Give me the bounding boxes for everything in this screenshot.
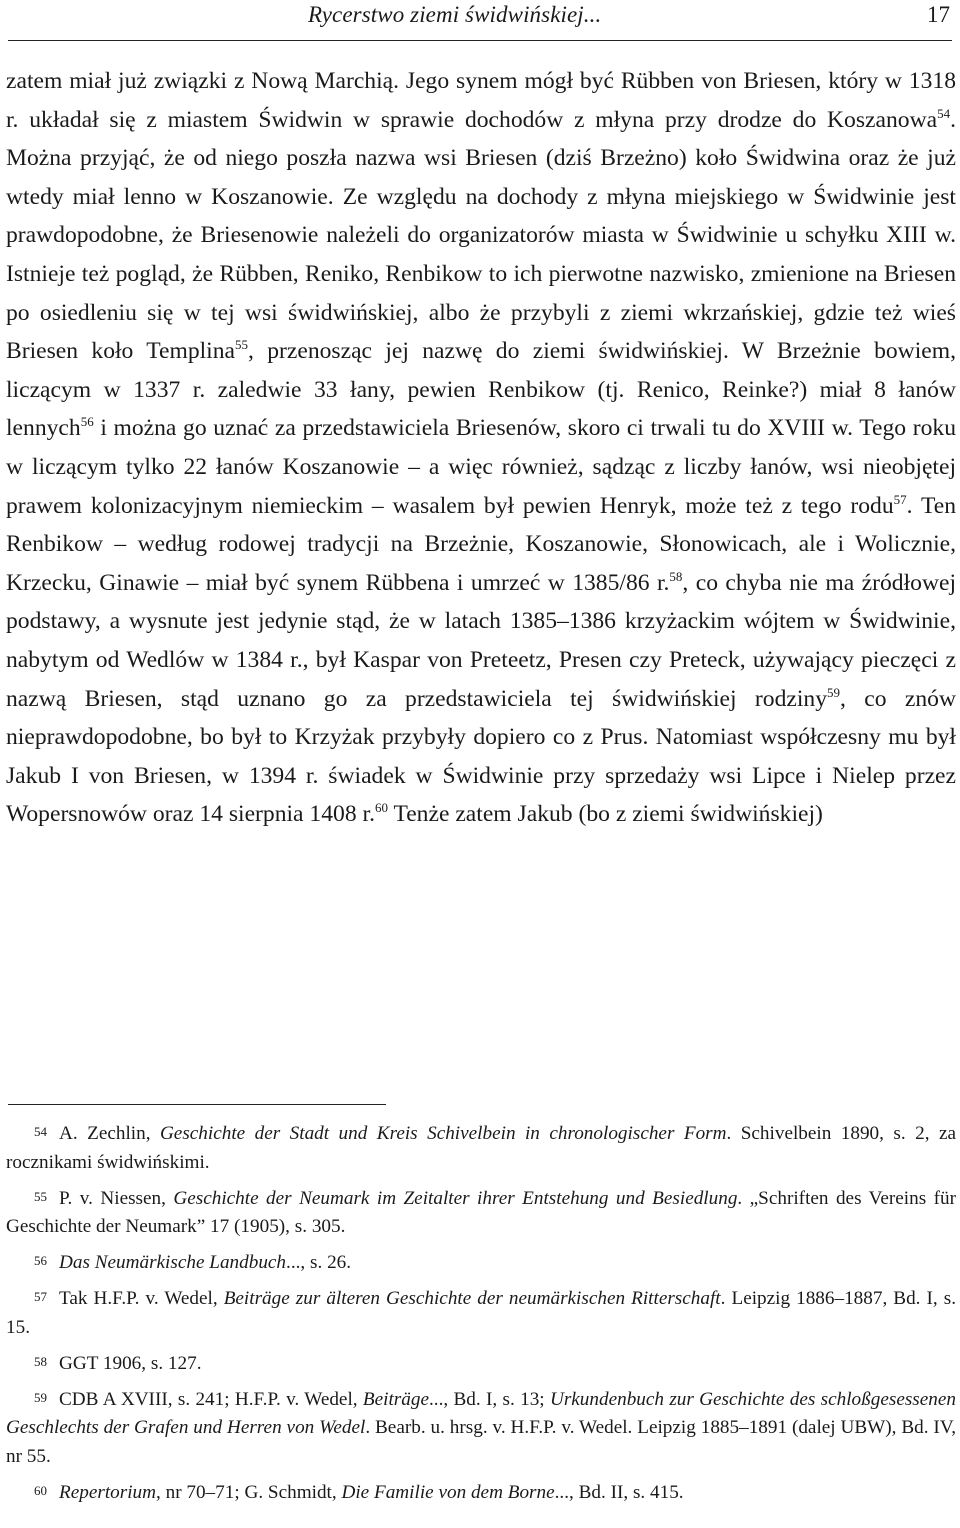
footnote-ref-59[interactable]: 59 [827, 684, 841, 700]
footnote-number: 55 [34, 1188, 47, 1204]
page-header [8, 0, 952, 41]
footnote-text: Tak H.F.P. v. Wedel, [59, 1288, 224, 1309]
text-run: . Ten Renbikow – według rodowej tradycji na Brzeżnie, Koszanowie, Słonowicach, ale i Wolicznie, Krzecku, Ginawie – miał być synem Rübbena i umrzeć w 1385/86 r. [6, 492, 956, 596]
text-run: zatem miał już związki z Nową Marchią. Jego synem mógł być Rübben von Briesen, który w 1318 r. układał się z miastem Świdwin w sprawie dochodów z młyna przy drodze do Koszanowa [6, 68, 956, 133]
footnote-text: . Schivelbein 1890, s. 2, za rocznikami świdwińskimi. [6, 1123, 956, 1173]
footnote-title: Geschichte der Neumark im Zeitalter ihrer Entstehung und Besiedlung [173, 1187, 738, 1209]
footnote-60 [6, 1479, 956, 1508]
main-text [6, 62, 956, 834]
text-run: Tenże zatem Jakub (bo z ziemi świdwińskiej) [387, 801, 823, 828]
footnote-text: , nr 70–71; G. Schmidt, [156, 1481, 342, 1503]
footnote-text: . Bearb. u. hrsg. v. H.F.P. v. Wedel. Leipzig 1885–1891 (dalej UBW), Bd. IV, nr 55. [6, 1417, 956, 1467]
footnote-text: ..., Bd. I, s. 13; [428, 1388, 550, 1410]
footnote-54 [6, 1120, 956, 1177]
footnote-number: 54 [34, 1124, 47, 1139]
footnote-58 [6, 1350, 956, 1379]
footnote-text: . „Schriften des Vereins für Geschichte der Neumark” 17 (1905), s. 305. [6, 1187, 957, 1237]
footnote-title: Urkundenbuch zur Geschichte des schloßgesessenen Geschlechts der Grafen und Herren von Wedel [6, 1388, 956, 1438]
footnote-number: 60 [34, 1482, 47, 1498]
page-number: 17 [927, 2, 950, 27]
footnote-text: . Leipzig 1886–1887, Bd. I, s. 15. [6, 1288, 956, 1338]
footnote-ref-56[interactable]: 56 [80, 414, 94, 430]
footnote-number: 56 [34, 1253, 47, 1268]
footnotes [6, 1120, 956, 1515]
running-head: Rycerstwo ziemi świdwińskiej... [308, 2, 602, 27]
text-run: , przenosząc jej nazwę do ziemi świdwińskiej. W Brzeżnie bowiem, liczącym w 1337 r. zaledwie 33 łany, pewien Renbikow (tj. Renico, Reinke?) miał 8 łanów lennych [6, 338, 956, 442]
footnote-56 [6, 1249, 956, 1278]
footnote-title: Repertorium [59, 1481, 156, 1503]
footnote-ref-57[interactable]: 57 [893, 491, 907, 507]
footnote-title: Geschichte der Stadt und Kreis Schivelbein in chronologischer Form [159, 1123, 727, 1144]
footnote-text: P. v. Niessen, [59, 1187, 174, 1209]
text-run: i można go uznać za przedstawiciela Briesenów, skoro ci trwali tu do XVIII w. Tego roku w liczącym tylko 22 łanów Koszanowie – a więc również, sądząc z liczby łanów, wsi nieobjętej prawem kolonizacyjnym niemieckim – wasalem był pewien Henryk, może też z tego rodu [6, 415, 956, 519]
footnote-text: CDB A XVIII, s. 241; H.F.P. v. Wedel, [59, 1388, 363, 1410]
footnote-ref-60[interactable]: 60 [374, 800, 388, 816]
footnote-number: 59 [34, 1389, 47, 1405]
footnote-ref-54[interactable]: 54 [937, 105, 951, 121]
footnote-number: 57 [34, 1289, 47, 1304]
footnote-text: ..., s. 26. [286, 1252, 352, 1273]
footnote-59 [6, 1386, 956, 1472]
footnote-title: Das Neumärkische Landbuch [59, 1252, 287, 1273]
footnote-number: 58 [34, 1353, 47, 1369]
text-run: , co chyba nie ma źródłowej podstawy, a wysnute jest jedynie stąd, że w latach 1385–1386 krzyżackim wójtem w Świdwinie, nabytym od Wedlów w 1384 r., był Kaspar von Preteetz, Presen czy Preteck, używający pieczęci z nazwą Briesen, stąd uznano go za przedstawiciela tej świdwińskiej rodziny [6, 569, 957, 712]
footnote-text: A. Zechlin, [59, 1123, 160, 1144]
footnote-title: Beiträge zur älteren Geschichte der neumärkischen Ritterschaft [223, 1288, 721, 1309]
footnote-ref-55[interactable]: 55 [235, 337, 248, 353]
text-run: , co znów nieprawdopodobne, bo był to Krzyżak przybyły dopiero co z Prus. Natomiast współczesny mu był Jakub I von Briesen, w 1394 r. świadek w Świdwinie przy sprzedaży wsi Lipce i Nielep przez Wopersnowów oraz 14 sierpnia 1408 r. [6, 685, 956, 828]
footnote-57 [6, 1285, 956, 1342]
footnote-ref-58[interactable]: 58 [669, 568, 683, 584]
footnote-text: ..., Bd. II, s. 415. [554, 1481, 684, 1503]
footnote-title: Die Familie von dem Borne [341, 1481, 555, 1503]
paragraph [6, 62, 956, 834]
footnote-title: Beiträge [362, 1388, 429, 1410]
footnote-55 [6, 1185, 956, 1242]
footnote-text: GGT 1906, s. 127. [59, 1352, 202, 1374]
text-run: . Można przyjąć, że od niego poszła nazwa wsi Briesen (dziś Brzeżno) koło Świdwina oraz że już wtedy miał lenno w Koszanowie. Ze względu na dochody z młyna miejskiego w Świdwinie jest prawdopodobne, że Briesenowie należeli do organizatorów miasta w Świdwinie u schyłku XIII w. Istnieje też pogląd, że Rübben, Reniko, Renbikow to ich pierwotne nazwisko, zmienione na Briesen po osiedleniu się w tej wsi świdwińskiej, albo że przybyli z ziemi wkrzańskiej, gdzie też wieś Briesen koło Templina [6, 106, 956, 365]
footnote-separator [8, 1104, 386, 1105]
